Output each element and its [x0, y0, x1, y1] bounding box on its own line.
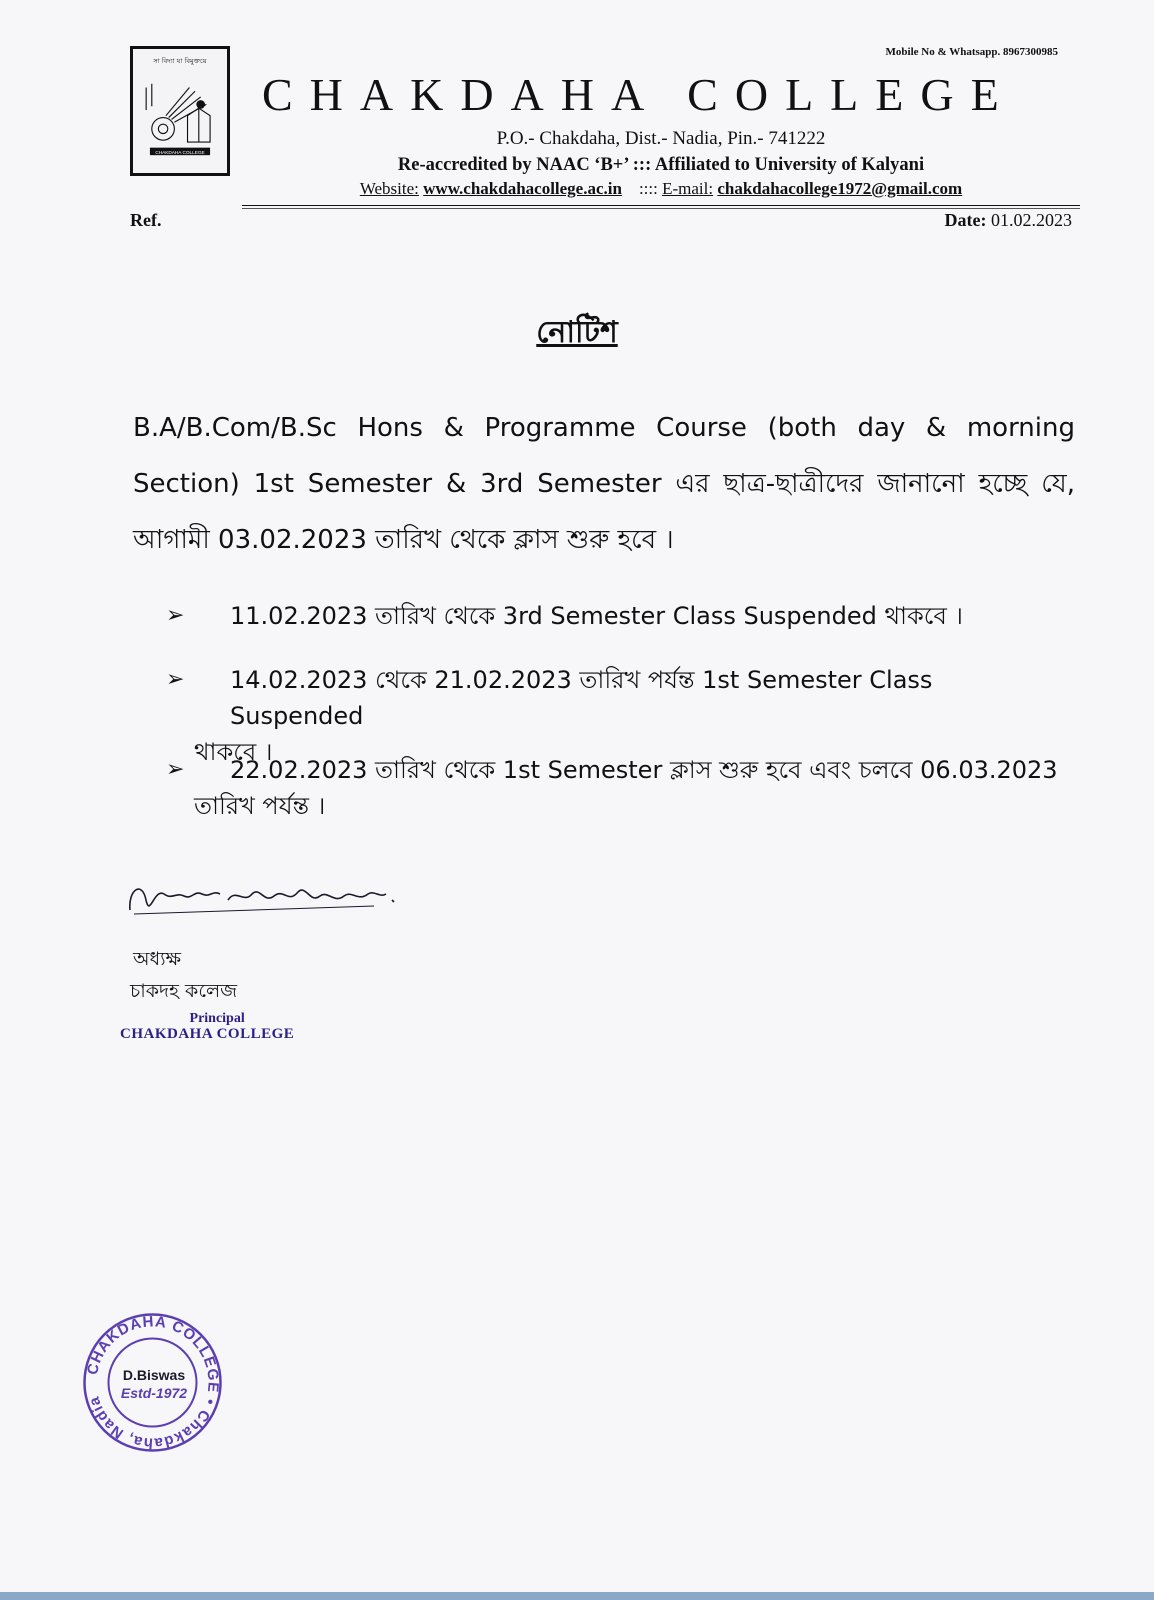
header-rule-secondary: [242, 208, 1080, 209]
principal-stamp: [120, 1012, 294, 1043]
college-address: P.O.- Chakdaha, Dist.- Nadia, Pin.- 741222: [496, 128, 826, 149]
notice-intro: B.A/B.Com/B.Sc Hons & Programme Course (both day & morning Section) 1st Semester & 3rd Semester এর ছাত্র-ছাত্রীদের জানানো হচ্ছে যে, আগামী 03.02.2023 তারিখ থেকে ক্লাস শুরু হবে ।: [133, 413, 1075, 555]
stamp-title: Principal: [189, 1011, 245, 1026]
college-emblem-icon: [133, 49, 227, 173]
college-logo: [130, 46, 230, 176]
stamp-college: CHAKDAHA COLLEGE: [120, 1026, 295, 1042]
seal-signer-name: D.Biswas: [122, 1367, 186, 1383]
website-label: Website:: [359, 179, 419, 198]
signatory-college: চাকদহ কলেজ: [130, 980, 238, 1002]
contact-separator: ::::: [638, 179, 663, 198]
bullet-item: [166, 752, 1066, 824]
seal-estd: Estd-1972: [120, 1385, 188, 1401]
logo-banner-text: CHAKDAHA COLLEGE: [155, 149, 205, 155]
arrow-bullet-icon: ➢: [166, 603, 185, 628]
bullet-text-continued: তারিখ পর্যন্ত ।: [194, 792, 326, 820]
bullet-item: [166, 598, 1066, 634]
date-value: 01.02.2023: [991, 210, 1072, 230]
email-link[interactable]: chakdahacollege1972@gmail.com: [717, 179, 963, 198]
arrow-bullet-icon: ➢: [166, 757, 185, 782]
arrow-bullet-icon: ➢: [166, 667, 185, 692]
email-label: E-mail:: [662, 179, 714, 198]
contact-line: [242, 179, 1080, 199]
logo-motto: সা বিদ্যা যা বিমুক্তয়ে: [153, 57, 207, 66]
website-link[interactable]: www.chakdahacollege.ac.in: [423, 179, 622, 198]
notice-date: [945, 210, 1072, 231]
bullet-text: 11.02.2023 তারিখ থেকে 3rd Semester Class Suspended থাকবে ।: [230, 602, 964, 630]
notice-title: [0, 308, 1154, 359]
bullet-text-continued: থাকবে ।: [194, 738, 273, 766]
college-seal-icon: [80, 1310, 225, 1455]
college-name: CHAKDAHA COLLEGE: [262, 69, 1016, 120]
page-bottom-edge: [0, 1592, 1154, 1600]
seal-ring-text: CHAKDAHA COLLEGE • Chakdaha, Nadia: [83, 1313, 222, 1452]
ref-label: Ref.: [130, 210, 162, 230]
bullet-text: 22.02.2023 তারিখ থেকে 1st Semester ক্লাস শুরু হবে এবং চলবে 06.03.2023: [230, 756, 1058, 784]
date-label: Date:: [944, 210, 987, 230]
header-rule: [242, 205, 1080, 206]
mobile-number: Mobile No & Whatsapp. 8967300985: [885, 46, 1058, 58]
signatory-role: অধ্যক্ষ: [133, 948, 182, 970]
accreditation-line: Re-accredited by NAAC ‘B+’ ::: Affiliated to University of Kalyani: [397, 155, 925, 175]
bullet-text: 14.02.2023 থেকে 21.02.2023 তারিখ পর্যন্ত 1st Semester Class Suspended: [230, 666, 933, 730]
notice-title-text: নোটিশ: [536, 315, 618, 350]
principal-signature: [124, 870, 424, 930]
